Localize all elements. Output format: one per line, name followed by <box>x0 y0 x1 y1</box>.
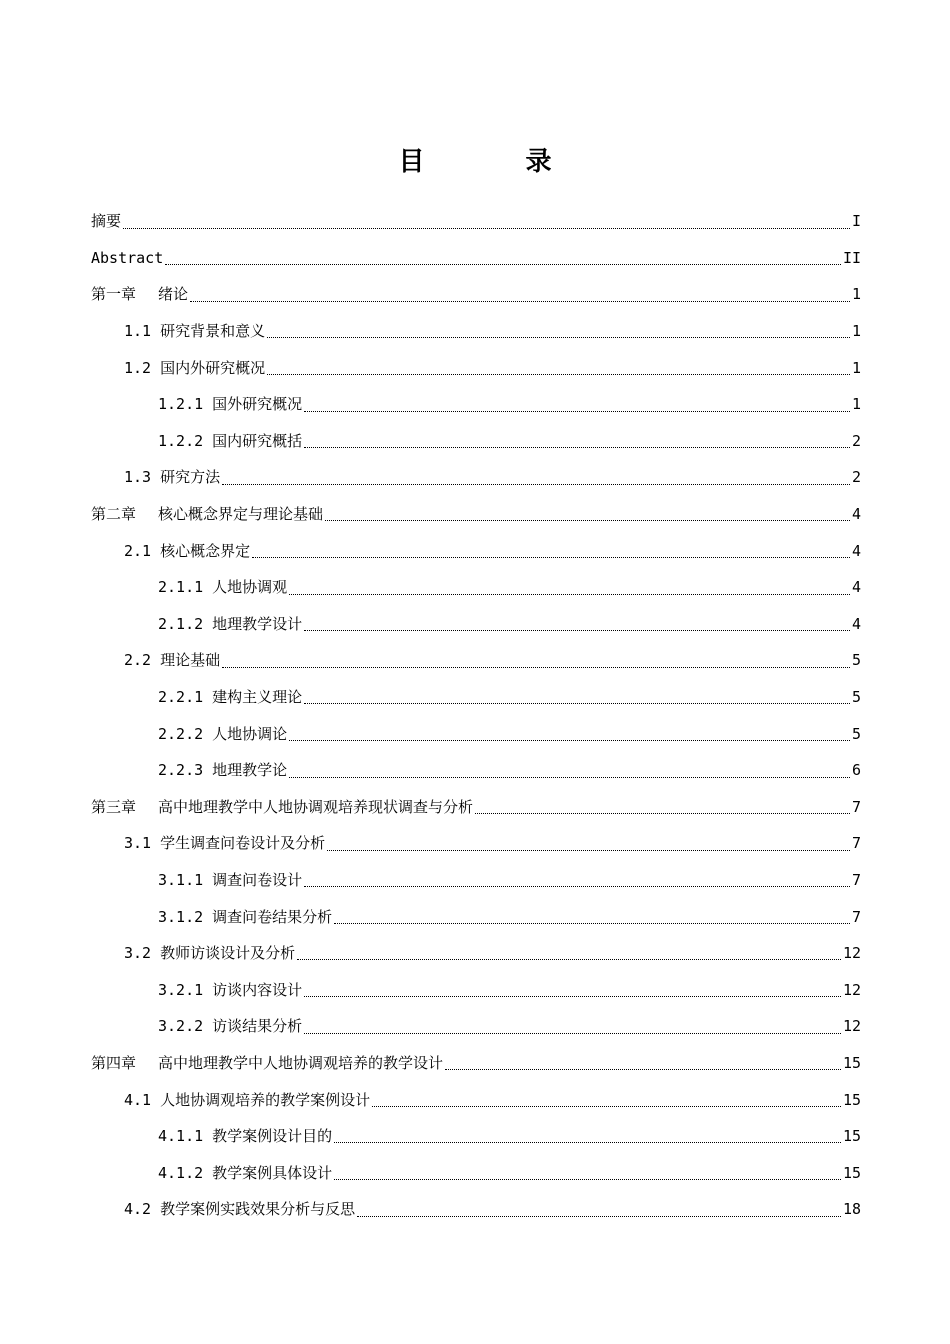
toc-dot-leader <box>267 374 850 375</box>
toc-entry-page-number: 4 <box>851 541 861 560</box>
toc-entry[interactable] <box>91 1008 861 1045</box>
toc-entry-label: 高中地理教学中人地协调观培养现状调查与分析 <box>158 797 474 816</box>
toc-entry-label: 人地协调观 <box>212 578 288 597</box>
toc-entry-label: 访谈内容设计 <box>212 980 303 999</box>
toc-entry-number: 3.1.1 <box>158 870 204 889</box>
toc-entry-page-number: I <box>851 212 861 231</box>
toc-entry-label: 国外研究概况 <box>212 395 303 414</box>
toc-dot-leader <box>304 703 850 704</box>
toc-entry-page-number: 12 <box>842 944 861 963</box>
toc-entry-page-number: 2 <box>851 468 861 487</box>
toc-entry-label: 研究方法 <box>160 468 221 487</box>
toc-entry[interactable] <box>91 1118 861 1155</box>
toc-entry-label: 学生调查问卷设计及分析 <box>160 834 326 853</box>
toc-dot-leader <box>304 996 841 997</box>
toc-entry-page-number: II <box>842 248 861 267</box>
toc-entry-label: 国内外研究概况 <box>160 358 266 377</box>
toc-entry-number: 3.2.2 <box>158 1017 204 1036</box>
toc-entry[interactable] <box>91 971 861 1008</box>
toc-entry-label: 核心概念界定与理论基础 <box>158 505 324 524</box>
toc-entry-number: 第二章 <box>91 505 137 524</box>
toc-entry-number: 2.1.1 <box>158 578 204 597</box>
toc-dot-leader <box>325 520 850 521</box>
toc-entry-number: 2.2.3 <box>158 761 204 780</box>
toc-entry[interactable] <box>91 349 861 386</box>
toc-dot-leader <box>334 923 850 924</box>
toc-entry-page-number: 2 <box>851 431 861 450</box>
toc-entry[interactable] <box>91 203 861 240</box>
toc-entry-number: 3.1.2 <box>158 907 204 926</box>
toc-entry-number: 3.2 <box>124 944 152 963</box>
toc-entry-label: 地理教学设计 <box>212 614 303 633</box>
toc-title: 目 录 <box>398 147 598 177</box>
toc-dot-leader <box>334 1179 841 1180</box>
toc-entry-page-number: 15 <box>842 1090 861 1109</box>
toc-entry-label: 教学案例设计目的 <box>212 1127 333 1146</box>
toc-dot-leader <box>334 1142 841 1143</box>
toc-entry-number: 3.1 <box>124 834 152 853</box>
toc-entry-label: 访谈结果分析 <box>212 1017 303 1036</box>
toc-entry[interactable] <box>91 715 861 752</box>
toc-entry-number: 1.2.1 <box>158 395 204 414</box>
toc-entry-number: 第一章 <box>91 285 137 304</box>
toc-entry-page-number: 4 <box>851 614 861 633</box>
toc-entry-label: 人地协调观培养的教学案例设计 <box>160 1090 371 1109</box>
toc-entry-page-number: 15 <box>842 1053 861 1072</box>
toc-dot-leader <box>165 264 841 265</box>
toc-entry-number: 4.1.2 <box>158 1163 204 1182</box>
toc-entry-number: 4.2 <box>124 1200 152 1219</box>
toc-dot-leader <box>475 813 850 814</box>
toc-entry-page-number: 5 <box>851 651 861 670</box>
toc-entry-page-number: 15 <box>842 1127 861 1146</box>
toc-entry-label: 绪论 <box>158 285 189 304</box>
toc-dot-leader <box>190 301 850 302</box>
toc-dot-leader <box>222 484 850 485</box>
toc-entry-label: 摘要 <box>91 212 122 231</box>
toc-entry-page-number: 5 <box>851 688 861 707</box>
toc-entry[interactable] <box>91 1081 861 1118</box>
toc-entry[interactable] <box>91 898 861 935</box>
toc-entry-number: 3.2.1 <box>158 980 204 999</box>
toc-entry-number: 第三章 <box>91 797 137 816</box>
toc-entry[interactable] <box>91 862 861 899</box>
toc-entry-number: 2.2 <box>124 651 152 670</box>
toc-entry-page-number: 12 <box>842 1017 861 1036</box>
toc-dot-leader <box>252 557 850 558</box>
toc-entry-label: 调查问卷设计 <box>212 870 303 889</box>
toc-entry-number: 2.1 <box>124 541 152 560</box>
toc-entry-label: 人地协调论 <box>212 724 288 743</box>
toc-entry-number: 1.3 <box>124 468 152 487</box>
toc-dot-leader <box>304 886 850 887</box>
toc-entry-label: 教学案例具体设计 <box>212 1163 333 1182</box>
toc-entry-number: 4.1.1 <box>158 1127 204 1146</box>
toc-entry-label: Abstract <box>91 248 164 267</box>
toc-entry-number: 第四章 <box>91 1053 137 1072</box>
toc-entry-label: 教学案例实践效果分析与反思 <box>160 1200 356 1219</box>
toc-entry[interactable] <box>91 313 861 350</box>
toc-dot-leader <box>357 1216 841 1217</box>
toc-entry[interactable] <box>91 569 861 606</box>
toc-dot-leader <box>327 850 850 851</box>
toc-entry[interactable] <box>91 789 861 826</box>
toc-dot-leader <box>289 777 850 778</box>
toc-entry-page-number: 7 <box>851 870 861 889</box>
toc-entry[interactable] <box>91 532 861 569</box>
toc-entry-label: 建构主义理论 <box>212 688 303 707</box>
toc-entry[interactable] <box>91 276 861 313</box>
toc-dot-leader <box>372 1106 841 1107</box>
toc-entry-number: 2.2.1 <box>158 688 204 707</box>
toc-entry-number: 1.2.2 <box>158 431 204 450</box>
toc-dot-leader <box>304 630 850 631</box>
toc-entry[interactable] <box>91 1191 861 1228</box>
toc-entry-label: 研究背景和意义 <box>160 322 266 341</box>
toc-dot-leader <box>267 337 850 338</box>
toc-entry-page-number: 1 <box>851 358 861 377</box>
toc-entry-page-number: 4 <box>851 578 861 597</box>
toc-entry-label: 理论基础 <box>160 651 221 670</box>
toc-dot-leader <box>222 667 850 668</box>
toc-entry[interactable] <box>91 679 861 716</box>
toc-list <box>91 203 861 1228</box>
toc-entry[interactable] <box>91 642 861 679</box>
toc-entry-page-number: 7 <box>851 797 861 816</box>
toc-entry-number: 2.2.2 <box>158 724 204 743</box>
toc-entry[interactable] <box>91 459 861 496</box>
toc-entry-page-number: 18 <box>842 1200 861 1219</box>
toc-dot-leader <box>297 959 841 960</box>
toc-entry[interactable] <box>91 423 861 460</box>
toc-entry-page-number: 15 <box>842 1163 861 1182</box>
toc-entry-page-number: 1 <box>851 395 861 414</box>
toc-entry-page-number: 7 <box>851 907 861 926</box>
toc-entry[interactable] <box>91 606 861 643</box>
toc-entry-number: 1.2 <box>124 358 152 377</box>
toc-entry-label: 国内研究概括 <box>212 431 303 450</box>
toc-entry-label: 调查问卷结果分析 <box>212 907 333 926</box>
toc-entry-page-number: 4 <box>851 505 861 524</box>
toc-entry[interactable] <box>91 752 861 789</box>
toc-dot-leader <box>304 411 850 412</box>
toc-entry[interactable] <box>91 935 861 972</box>
toc-entry-label: 地理教学论 <box>212 761 288 780</box>
toc-dot-leader <box>304 1033 841 1034</box>
toc-entry-label: 教师访谈设计及分析 <box>160 944 296 963</box>
toc-entry-page-number: 1 <box>851 322 861 341</box>
toc-entry-page-number: 6 <box>851 761 861 780</box>
toc-entry[interactable] <box>91 496 861 533</box>
toc-entry-page-number: 5 <box>851 724 861 743</box>
toc-entry-page-number: 7 <box>851 834 861 853</box>
toc-entry[interactable] <box>91 386 861 423</box>
toc-entry-number: 1.1 <box>124 322 152 341</box>
toc-entry-label: 高中地理教学中人地协调观培养的教学设计 <box>158 1053 444 1072</box>
toc-entry-page-number: 1 <box>851 285 861 304</box>
toc-entry[interactable] <box>91 825 861 862</box>
toc-entry-page-number: 12 <box>842 980 861 999</box>
toc-dot-leader <box>445 1069 841 1070</box>
toc-entry[interactable] <box>91 1045 861 1082</box>
toc-entry-number: 2.1.2 <box>158 614 204 633</box>
toc-entry[interactable] <box>91 1154 861 1191</box>
toc-dot-leader <box>304 447 850 448</box>
toc-entry-label: 核心概念界定 <box>160 541 251 560</box>
toc-dot-leader <box>289 594 850 595</box>
toc-dot-leader <box>289 740 850 741</box>
toc-entry[interactable] <box>91 240 861 277</box>
toc-entry-number: 4.1 <box>124 1090 152 1109</box>
toc-dot-leader <box>123 228 850 229</box>
